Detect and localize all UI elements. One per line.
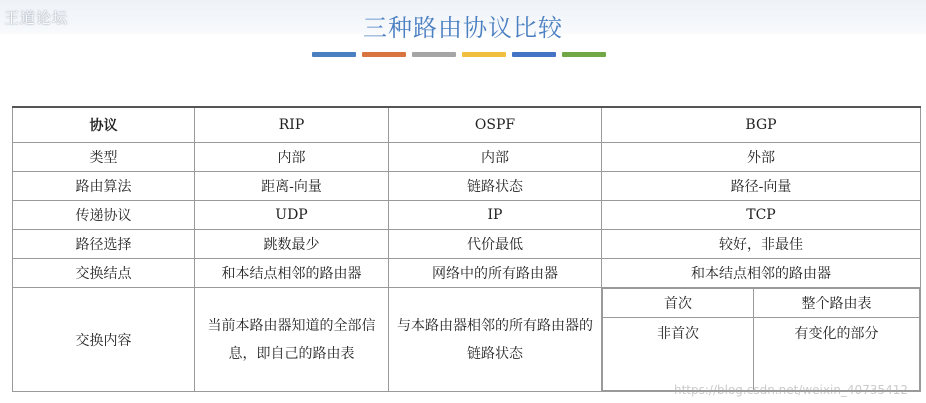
row-label: 交换内容 (13, 288, 195, 392)
table-row (13, 230, 921, 259)
cell-rip: UDP (195, 201, 389, 230)
header-ospf: OSPF (389, 107, 602, 143)
brand-logo-text: 王道论坛 (4, 9, 69, 27)
cell-bgp: 路径-向量 (602, 172, 921, 201)
color-bar-segment (512, 52, 556, 57)
row-label: 路由算法 (13, 172, 195, 201)
watermark: https://blog.csdn.net/weixin_40735412 (673, 383, 908, 397)
cell-bgp: 和本结点相邻的路由器 (602, 259, 921, 288)
row-label: 类型 (13, 143, 195, 172)
table-row (13, 201, 921, 230)
cell-rip: 内部 (195, 143, 389, 172)
bgp-subtable (602, 288, 920, 391)
header-protocol: 协议 (13, 107, 195, 143)
cell-ospf: 网络中的所有路由器 (389, 259, 602, 288)
cell-rip: 当前本路由器知道的全部信息，即自己的路由表 (195, 288, 389, 392)
cell-ospf: 链路状态 (389, 172, 602, 201)
page-title: 三种路由协议比较 (363, 14, 563, 42)
bgp-later-label: 非首次 (603, 318, 754, 391)
table-row (13, 259, 921, 288)
bgp-first-label: 首次 (603, 289, 754, 318)
color-bar-segment (312, 52, 356, 57)
color-bar-segment (412, 52, 456, 57)
cell-rip: 和本结点相邻的路由器 (195, 259, 389, 288)
color-bar-segment (462, 52, 506, 57)
table-row (13, 172, 921, 201)
cell-ospf: 与本路由器相邻的所有路由器的链路状态 (389, 288, 602, 392)
cell-bgp (602, 288, 921, 392)
comparison-table (12, 106, 921, 392)
header-bgp: BGP (602, 107, 921, 143)
cell-ospf: 代价最低 (389, 230, 602, 259)
cell-bgp: 较好，非最佳 (602, 230, 921, 259)
table-row-exchange-content (13, 288, 921, 392)
color-bar-segment (362, 52, 406, 57)
cell-bgp: 外部 (602, 143, 921, 172)
cell-rip: 距离-向量 (195, 172, 389, 201)
table-row (13, 143, 921, 172)
color-bar (312, 52, 606, 57)
row-label: 路径选择 (13, 230, 195, 259)
cell-bgp: TCP (602, 201, 921, 230)
row-label: 传递协议 (13, 201, 195, 230)
row-label: 交换结点 (13, 259, 195, 288)
cell-ospf: IP (389, 201, 602, 230)
color-bar-segment (562, 52, 606, 57)
cell-rip: 跳数最少 (195, 230, 389, 259)
header-rip: RIP (195, 107, 389, 143)
cell-ospf: 内部 (389, 143, 602, 172)
bgp-later-value: 有变化的部分 (754, 318, 920, 391)
bgp-first-value: 整个路由表 (754, 289, 920, 318)
header-row (13, 107, 921, 143)
